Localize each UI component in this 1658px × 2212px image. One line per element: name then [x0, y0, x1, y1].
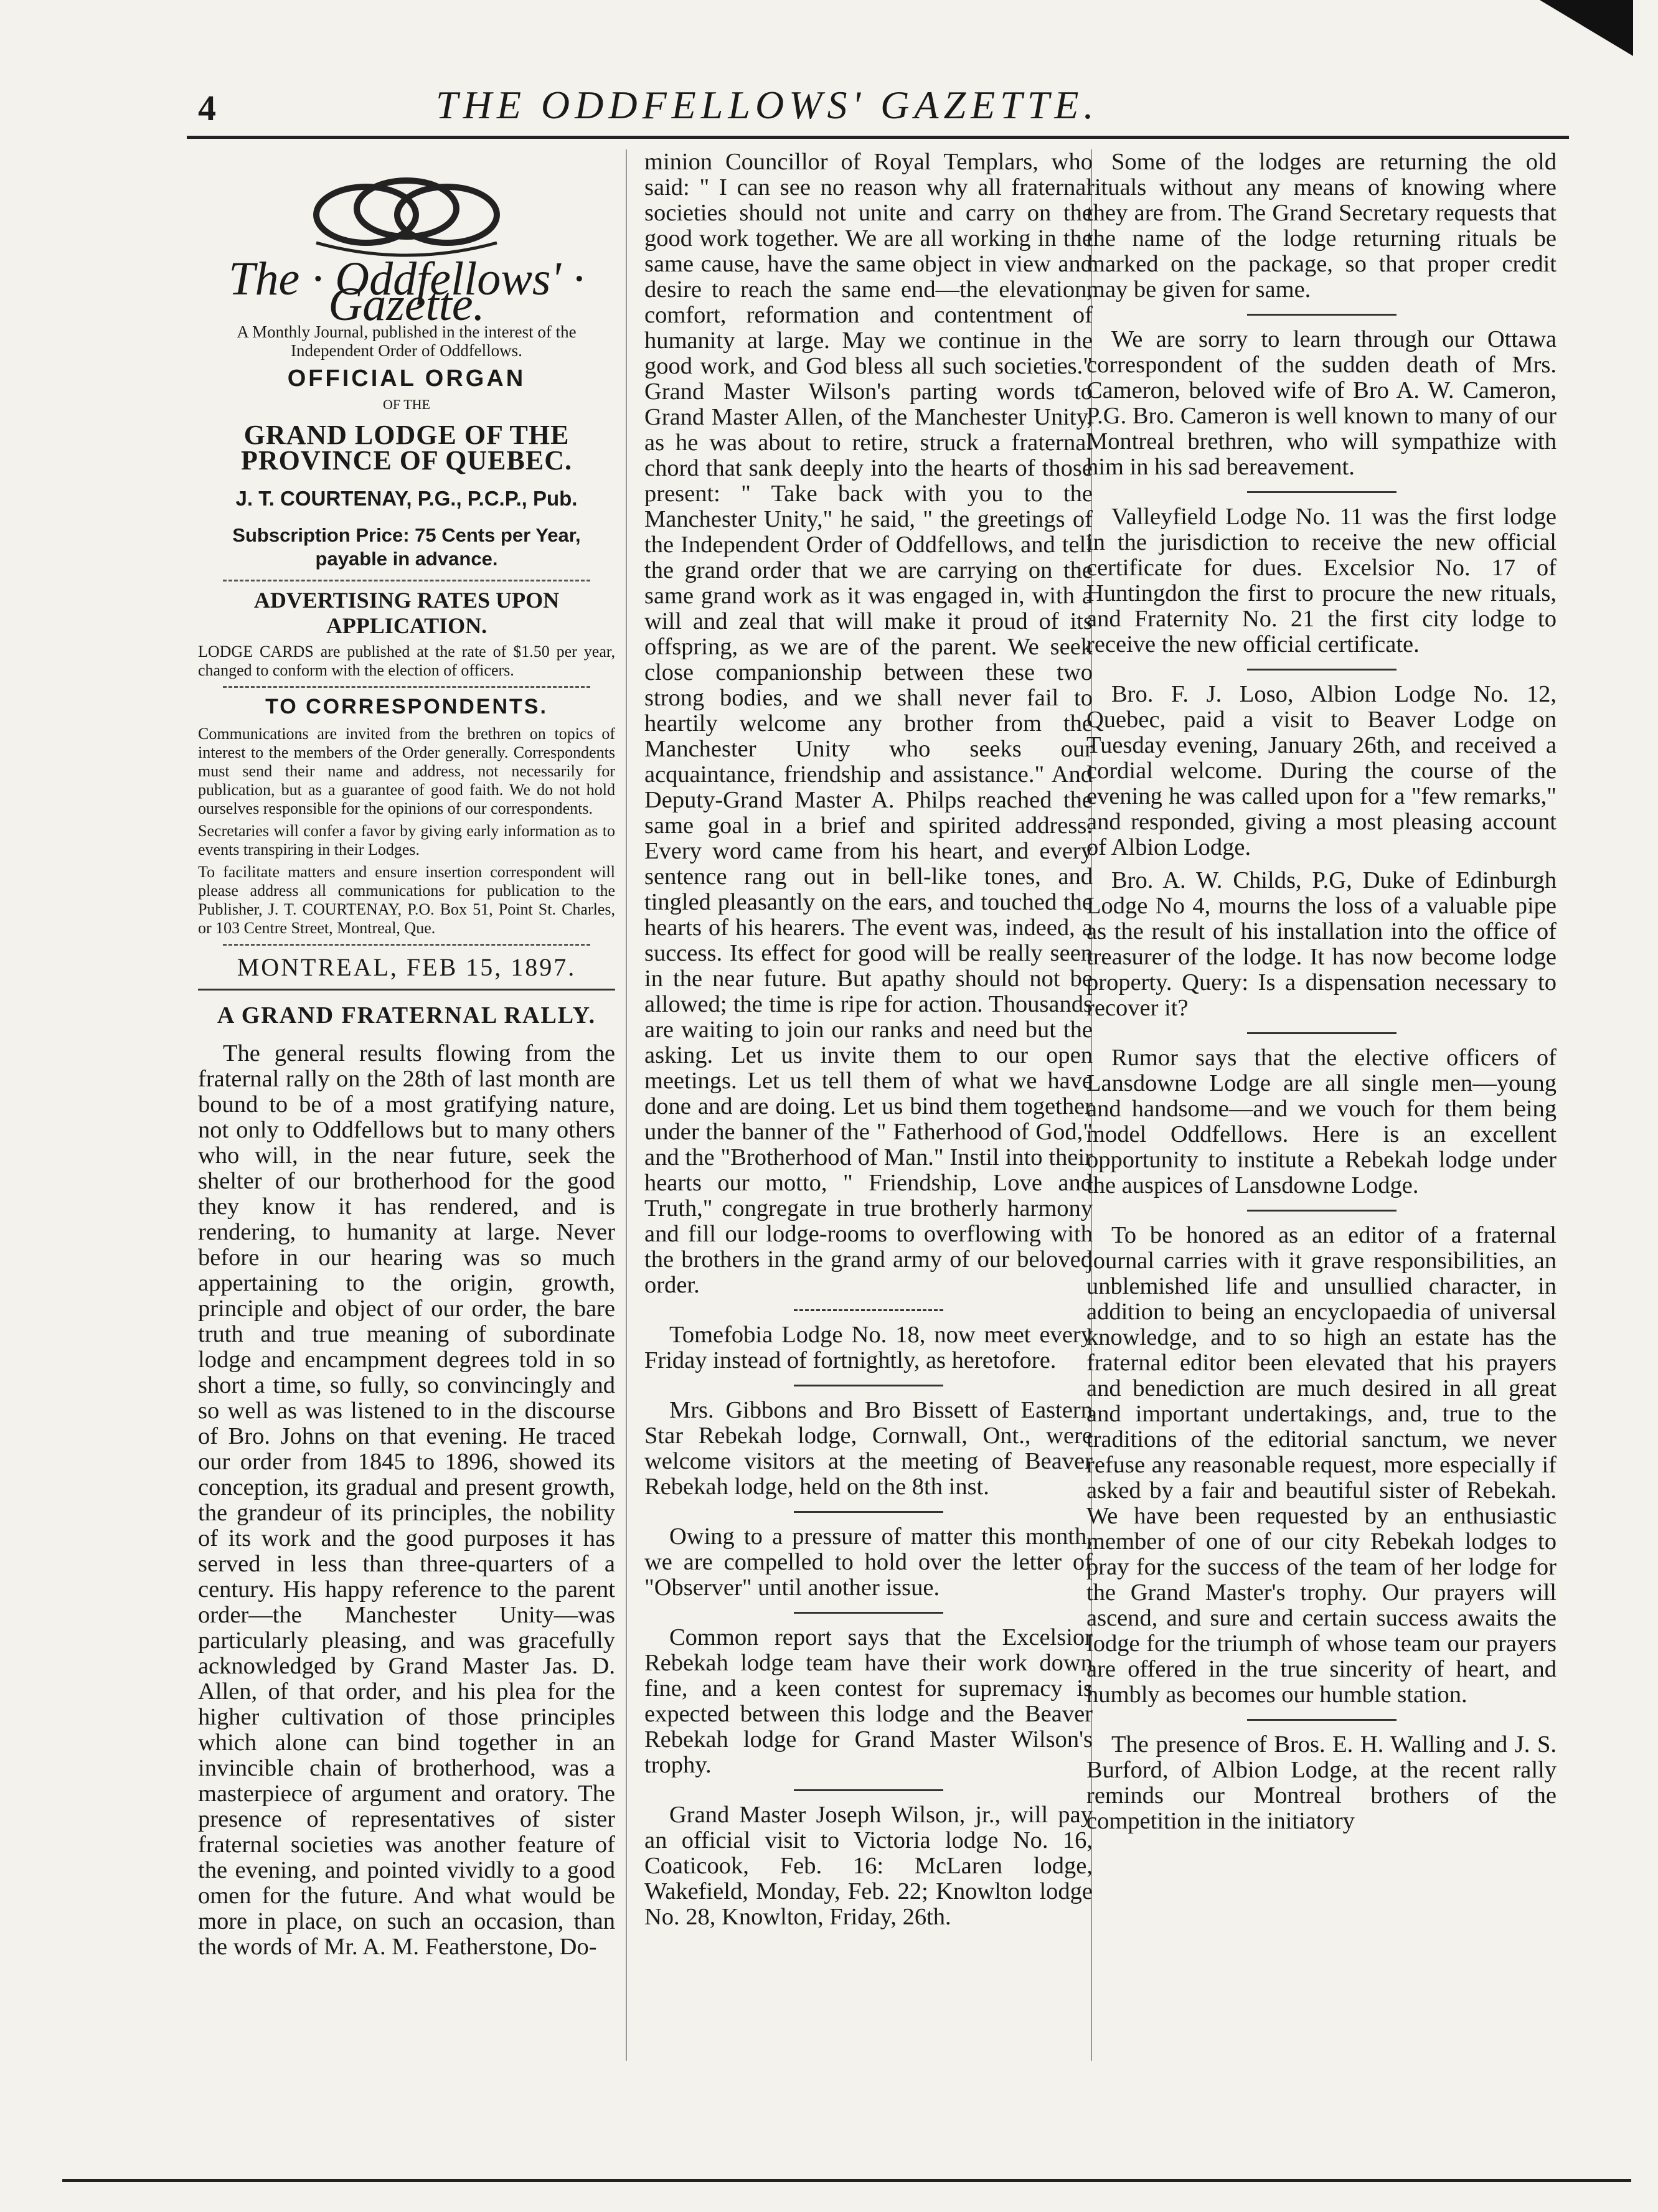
divider	[794, 1612, 943, 1614]
correspondents-heading: TO CORRESPONDENTS.	[265, 695, 548, 718]
correspondents-paragraph: Communications are invited from the brethren on topics of interest to the members of the Order generally. Correspondents must send their name and address, not necessarily for publication, but as a guarantee of good faith. We do not hold ourselves responsible for the opinions of our correspondents.	[198, 725, 615, 817]
news-item: Rumor says that the elective officers of Lansdowne Lodge are all single men—young and handsome—and we vouch for them being model Oddfellows. Here is an excellent opportunity to institute a Rebekah lodge under the auspices of Lansdowne Lodge.	[1086, 1045, 1557, 1198]
news-item: Bro. A. W. Childs, P.G, Duke of Edinburgh Lodge No 4, mourns the loss of a valuable pipe as the result of his installation into the office of treasurer of the lodge. It has now become lodge property. Query: Is a dispensation necessary to recover it?	[1086, 867, 1557, 1021]
running-head-title: THE ODDFELLOWS' GAZETTE.	[436, 83, 1099, 127]
divider	[1247, 1719, 1397, 1721]
article-heading: A GRAND FRATERNAL RALLY.	[217, 1002, 596, 1028]
column-divider	[626, 149, 627, 2061]
page-number: 4	[198, 88, 216, 128]
divider	[1247, 1032, 1397, 1034]
news-item: Some of the lodges are returning the old rituals without any means of knowing where they are from. The Grand Secretary requests that the name of the lodge returning rituals be marked on the package, so that proper credit may be given for same.	[1086, 149, 1557, 303]
dateline: MONTREAL, FEB 15, 1897.	[237, 953, 577, 981]
masthead-ornament-icon	[298, 168, 516, 261]
divider	[223, 686, 590, 688]
news-item: Mrs. Gibbons and Bro Bissett of Eastern Star Rebekah lodge, Cornwall, Ont., were welcome visitors at the meeting of Beaver Rebekah lodge, held on the 8th inst.	[644, 1397, 1093, 1500]
news-item: The presence of Bros. E. H. Walling and J. S. Burford, of Albion Lodge, at the recent rally reminds our Montreal brothers of the competition in the initiatory	[1086, 1731, 1557, 1834]
advertising-text: LODGE CARDS are published at the rate of $1.50 per year, changed to conform with the election of officers.	[198, 642, 615, 679]
divider	[794, 1789, 943, 1791]
news-item: Bro. F. J. Loso, Albion Lodge No. 12, Quebec, paid a visit to Beaver Lodge on Tuesday evening, January 26th, and received a cordial welcome. During the course of the evening he was called upon for a "few remarks," and responded, giving a most pleasing account of Albion Lodge.	[1086, 681, 1557, 860]
correspondents-paragraph: Secretaries will confer a favor by giving early information as to events transpiring in their Lodges.	[198, 822, 615, 859]
grand-lodge: GRAND LODGE OF THE PROVINCE OF QUEBEC.	[241, 420, 572, 476]
news-item: To be honored as an editor of a fraternal journal carries with it grave responsibilities, an unblemished life and unsullied character, in addition to being an encyclopaedia of universal knowledge, and to so high an estate has the fraternal editor been elevated that his prayers and benediction are much desired in all great and important undertakings, and, true to the traditions of the editorial sanctum, we never refuse any reasonable request, more especially if asked by a fair and beautiful sister of Rebekah. We have been requested by an enthusiastic member of one of our city Rebekah lodges to pray for the success of the team of her lodge for the Grand Master's trophy. Our prayers will ascend, and sure and certain success awaits the lodge for the triumph of whose team our prayers are offered in the true sincerity of heart, and humbly as becomes our humble station.	[1086, 1222, 1557, 1708]
news-item: Grand Master Joseph Wilson, jr., will pay an official visit to Victoria lodge No. 16, Coaticook, Feb. 16: McLaren lodge, Wakefield, Monday, Feb. 22; Knowlton lodge No. 28, Knowlton, Friday, 26th.	[644, 1802, 1093, 1930]
publisher: J. T. COURTENAY, P.G., P.C.P., Pub.	[235, 487, 578, 510]
column-1	[198, 149, 615, 1967]
article-body: The general results flowing from the fraternal rally on the 28th of last month are bound to be of a most gratifying nature, not only to Oddfellows but to many others who will, in the near future, seek the shelter of our brotherhood for the good they know it has rendered, and is rendering, to humanity at large. Never before in our hearing was so much appertaining to the origin, growth, principle and object of our order, the bare truth and true meaning of subordinate lodge and encampment degrees told in so short a time, so fully, so convincingly and so well as was listened to in the discourse of Bro. Johns on that evening. He traced our order from 1845 to 1896, showed its conception, its gradual and present growth, the grandeur of its principles, the nobility of its work and the good purposes it has served in less than three-quarters of a century. His happy reference to the parent order—the Manchester Unity—was particularly pleasing, and was gracefully acknowledged by Grand Master Jas. D. Allen, of that order, and his plea for the higher cultivation of those principles which alone can bind together in an invincible chain of brotherhood, was a masterpiece of argument and oratory. The presence of representatives of sister fraternal societies was another feature of the evening, and pointed vividly to a good omen for the future. And what would be more in place, on such an occasion, than the words of Mr. A. M. Featherstone, Do-	[198, 1040, 615, 1960]
news-item: Tomefobia Lodge No. 18, now meet every Friday instead of fortnightly, as heretofore.	[644, 1322, 1093, 1373]
divider	[223, 944, 590, 946]
divider	[794, 1511, 943, 1513]
divider	[223, 580, 590, 581]
news-item: Common report says that the Excelsior Rebekah lodge team have their work down fine, and a keen contest for supremacy is expected between this lodge and the Beaver Rebekah lodge for Grand Master Wilson's trophy.	[644, 1624, 1093, 1778]
header-rule	[187, 136, 1569, 139]
divider	[198, 989, 615, 991]
bottom-rule	[62, 2179, 1631, 2182]
column-2	[644, 149, 1093, 1937]
column-3	[1086, 149, 1557, 1842]
advertising-heading: ADVERTISING RATES UPON APPLICATION.	[253, 588, 560, 638]
subscription-price: Subscription Price: 75 Cents per Year, payable in advance.	[232, 524, 581, 570]
divider	[794, 1309, 943, 1311]
divider	[1247, 491, 1397, 493]
divider	[1247, 1210, 1397, 1212]
masthead-subtitle: A Monthly Journal, published in the interest of the Independent Order of Oddfellows.	[237, 322, 577, 360]
scan-corner-mark	[1540, 0, 1633, 56]
news-item: We are sorry to learn through our Ottawa correspondent of the sudden death of Mrs. Cameron, beloved wife of Bro A. W. Cameron, P.G. Bro. Cameron is well known to many of our Montreal brethren, who will sympathize with him in his sad bereavement.	[1086, 326, 1557, 480]
official-organ: OFFICIAL ORGAN	[287, 365, 526, 392]
divider	[1247, 669, 1397, 671]
of-the: OF THE	[383, 397, 430, 412]
masthead-title: The · Oddfellows' · Gazette.	[228, 253, 585, 331]
news-item: Owing to a pressure of matter this month, we are compelled to hold over the letter of "Observer" until another issue.	[644, 1523, 1093, 1601]
article-body-continued: minion Councillor of Royal Templars, who said: " I can see no reason why all fraternal societies should not unite and carry on the good work together. We are all working in the same cause, have the same object in view and desire to reach the same end—the elevation, comfort, reformation and contentment of humanity at large. May we continue in the good work, and God bless all such societies." Grand Master Wilson's parting words to Grand Master Allen, of the Manchester Unity, as he was about to retire, struck a fraternal chord that sank deeply into the hearts of those present: " Take back with you to the Manchester Unity," he said, " the greetings of the Independent Order of Oddfellows, and tell the grand order that we are carrying on the same grand work as it was engaged in, with a will and zeal that will make it proud of its offspring, as we are of the parent. We seek close companionship between these two strong bodies, and we shall never fail to heartily welcome any brother from the Manchester Unity who seeks our acquaintance, friendship and assistance." And Deputy-Grand Master A. Philps reached the same goal in a brief and spirited address. Every word came from his heart, and every sentence rang out in bell-like tones, and tingled pleasantly on the ears, and touched the hearts of his hearers. The event was, indeed, a success. Its effect for good will be really seen in the near future. But apathy should not be allowed; the time is ripe for action. Thousands are waiting to join our ranks and need but the asking. Let us invite them to our open meetings. Let us tell them of what we have done and are doing. Let us bind them together under the banner of the " Fatherhood of God," and the "Brotherhood of Man." Instil into their hearts our motto, " Friendship, Love and Truth," congregate in true brotherly harmony and fill our lodge-rooms to overflowing with the brothers in the grand army of our beloved order.	[644, 149, 1093, 1298]
divider	[794, 1385, 943, 1386]
divider	[1247, 314, 1397, 316]
news-item: Valleyfield Lodge No. 11 was the first lodge in the jurisdiction to receive the new official certificate for dues. Excelsior No. 17 of Huntingdon the first to procure the new rituals, and Fraternity No. 21 the first city lodge to receive the new official certificate.	[1086, 504, 1557, 657]
correspondents-paragraph: To facilitate matters and ensure insertion correspondent will please address all communications for publication to the Publisher, J. T. COURTENAY, P.O. Box 51, Point St. Charles, or 103 Centre Street, Montreal, Que.	[198, 863, 615, 937]
